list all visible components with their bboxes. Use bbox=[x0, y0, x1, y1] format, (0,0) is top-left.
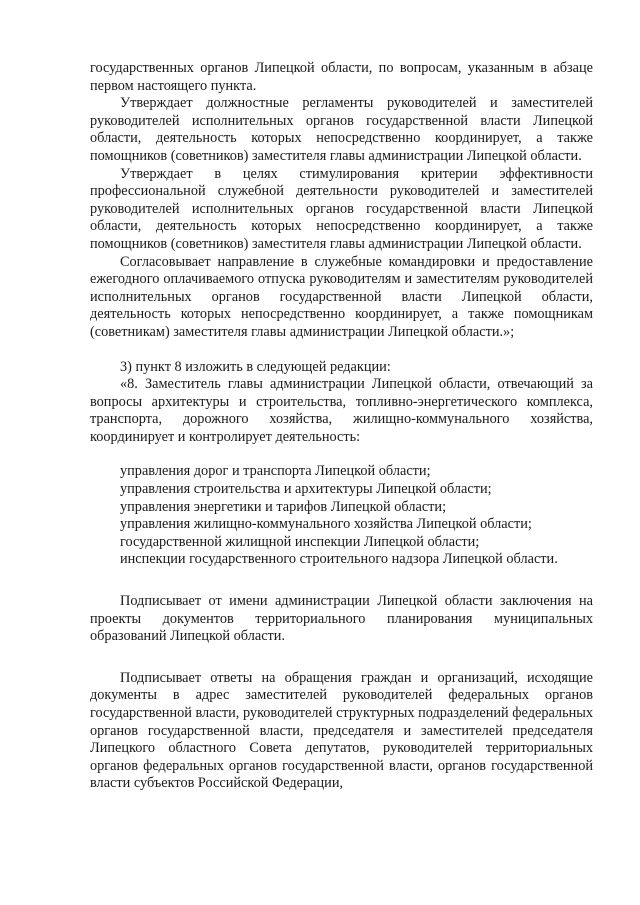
paragraph-3: Утверждает в целях стимулирования критерии эффективности профессиональной служебной деятельности руководителей и заместителей руководителей исполнительных органов государственной власти Липецкой области, деятельность которых непосредственно координирует, а также помощников (советников) заместителя главы администрации Липецкой области. bbox=[90, 165, 593, 252]
list-item: управления дорог и транспорта Липецкой области; bbox=[120, 463, 431, 480]
paragraph-8: Подписывает ответы на обращения граждан и организаций, исходящие документы в адрес заместителей руководителей федеральных органов государственной власти, руководителей структурных подразделений федеральных органов государственной власти, председателя и заместителей председателя Липецкого областного Совета депутатов, руководителей территориальных органов федеральных органов государственной власти, органов государственной власти субъектов Российской Федерации, bbox=[90, 669, 593, 792]
list-item: управления строительства и архитектуры Липецкой области; bbox=[120, 481, 492, 498]
paragraph-7: Подписывает от имени администрации Липецкой области заключения на проекты документов территориального планирования муниципальных образований Липецкой области. bbox=[90, 593, 593, 645]
paragraph-4: Согласовывает направление в служебные командировки и предоставление ежегодного оплачиваемого отпуска руководителям и заместителям руководителей исполнительных органов государственной власти Липецкой области, деятельность которых непосредственно координирует, а также помощникам (советникам) заместителя главы администрации Липецкой области.»; bbox=[90, 253, 593, 340]
paragraph-1: государственных органов Липецкой области, по вопросам, указанным в абзаце первом настоящего пункта. bbox=[90, 60, 593, 94]
paragraph-5: 3) пункт 8 изложить в следующей редакции: bbox=[120, 358, 391, 375]
list-item: инспекции государственного строительного надзора Липецкой области. bbox=[120, 551, 558, 568]
list-item: государственной жилищной инспекции Липецкой области; bbox=[120, 533, 480, 550]
list-item: управления жилищно-коммунального хозяйства Липецкой области; bbox=[120, 516, 532, 533]
coordinated-bodies-list bbox=[120, 463, 593, 569]
paragraph-6: «8. Заместитель главы администрации Липецкой области, отвечающий за вопросы архитектуры и строительства, топливно-энергетического комплекса, транспорта, дорожного хозяйства, жилищно-коммунального хозяйства, координирует и контролирует деятельность: bbox=[90, 376, 593, 445]
list-item: управления энергетики и тарифов Липецкой области; bbox=[120, 498, 447, 515]
paragraph-2: Утверждает должностные регламенты руководителей и заместителей руководителей исполнительных органов государственной власти Липецкой области, деятельность которых непосредственно координирует, а также помощников (советников) заместителя главы администрации Липецкой области. bbox=[90, 95, 593, 164]
